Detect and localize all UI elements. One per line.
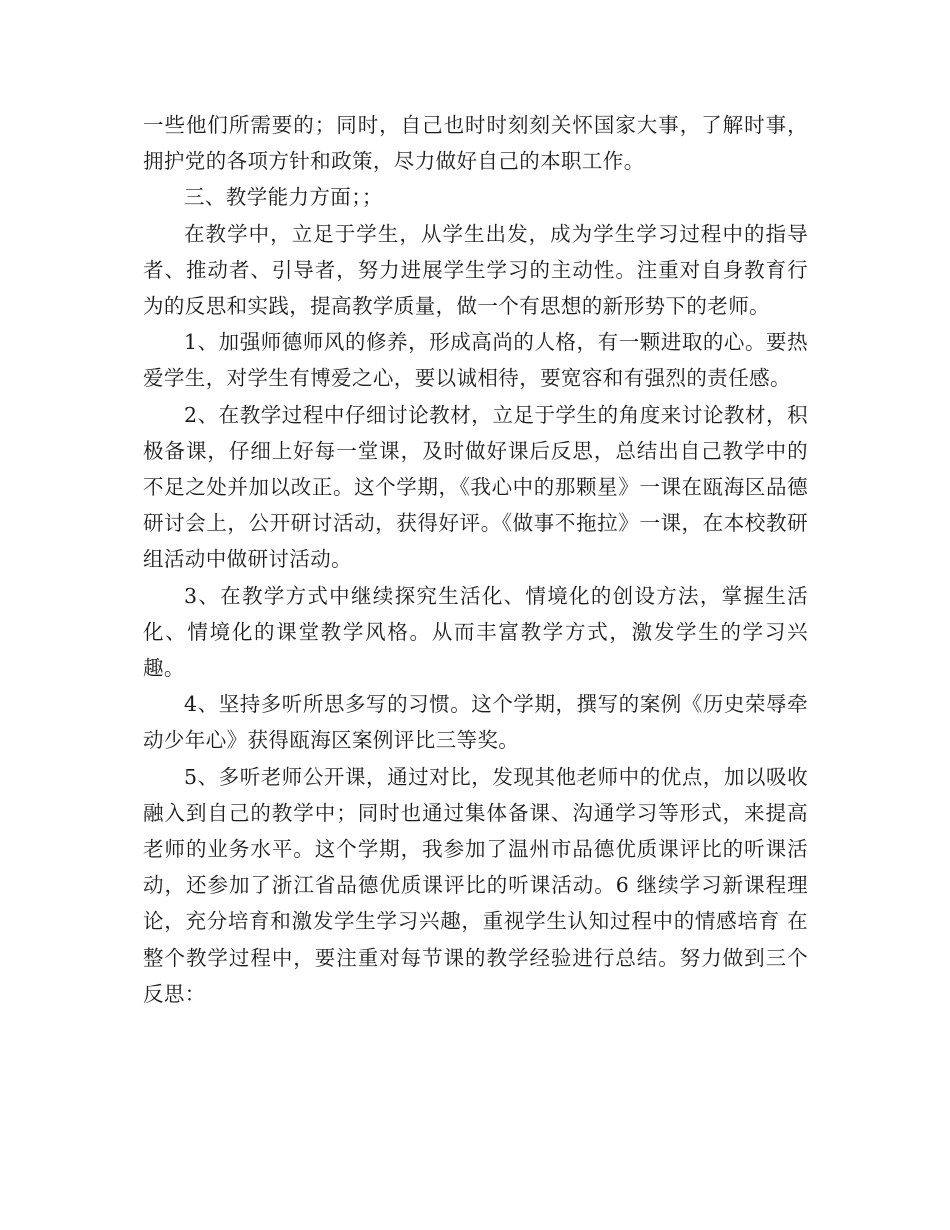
paragraph: 在教学中，立足于学生，从学生出发，成为学生学习过程中的指导者、推动者、引导者，努力进展学生学习的主动性。注重对自身教育行为的反思和实践，提高教学质量，做一个有思想的新形势下的老师。: [143, 221, 808, 319]
document-body: [143, 107, 808, 1012]
paragraph: 4、坚持多听所思多写的习惯。这个学期，撰写的案例《历史荣辱牵动少年心》获得瓯海区案例评比三等奖。: [143, 692, 808, 753]
paragraph: 一些他们所需要的；同时，自己也时时刻刻关怀国家大事，了解时事，拥护党的各项方针和政策，尽力做好自己的本职工作。: [143, 113, 808, 174]
section-heading: 三、教学能力方面；；: [184, 185, 383, 210]
paragraph: 1、加强师德师风的修养，形成高尚的人格，有一颗进取的心。要热爱学生，对学生有博爱之心，要以诚相待，要宽容和有强烈的责任感。: [143, 330, 808, 391]
paragraph: 3、在教学方式中继续探究生活化、情境化的创设方法，掌握生活化、情境化的课堂教学风格。从而丰富教学方式，激发学生的学习兴趣。: [143, 583, 808, 681]
paragraph: 2、在教学过程中仔细讨论教材，立足于学生的角度来讨论教材，积极备课，仔细上好每一堂课，及时做好课后反思，总结出自己教学中的不足之处并加以改正。这个学期，《我心中的那颗星》一课在瓯海区品德研讨会上，公开研讨活动，获得好评。《做事不拖拉》一课，在本校教研组活动中做研讨活动。: [143, 402, 808, 572]
paragraph: 5、多听老师公开课，通过对比，发现其他老师中的优点，加以吸收融入到自己的教学中；同时也通过集体备课、沟通学习等形式，来提高老师的业务水平。这个学期，我参加了温州市品德优质课评比的听课活动，还参加了浙江省品德优质课评比的听课活动。6 继续学习新课程理论，充分培育和激发学生学习兴趣，重视学生认知过程中的情感培育 在整个教学过程中，要注重对每节课的教学经验进行总结。努力做到三个反思：: [143, 764, 808, 1006]
